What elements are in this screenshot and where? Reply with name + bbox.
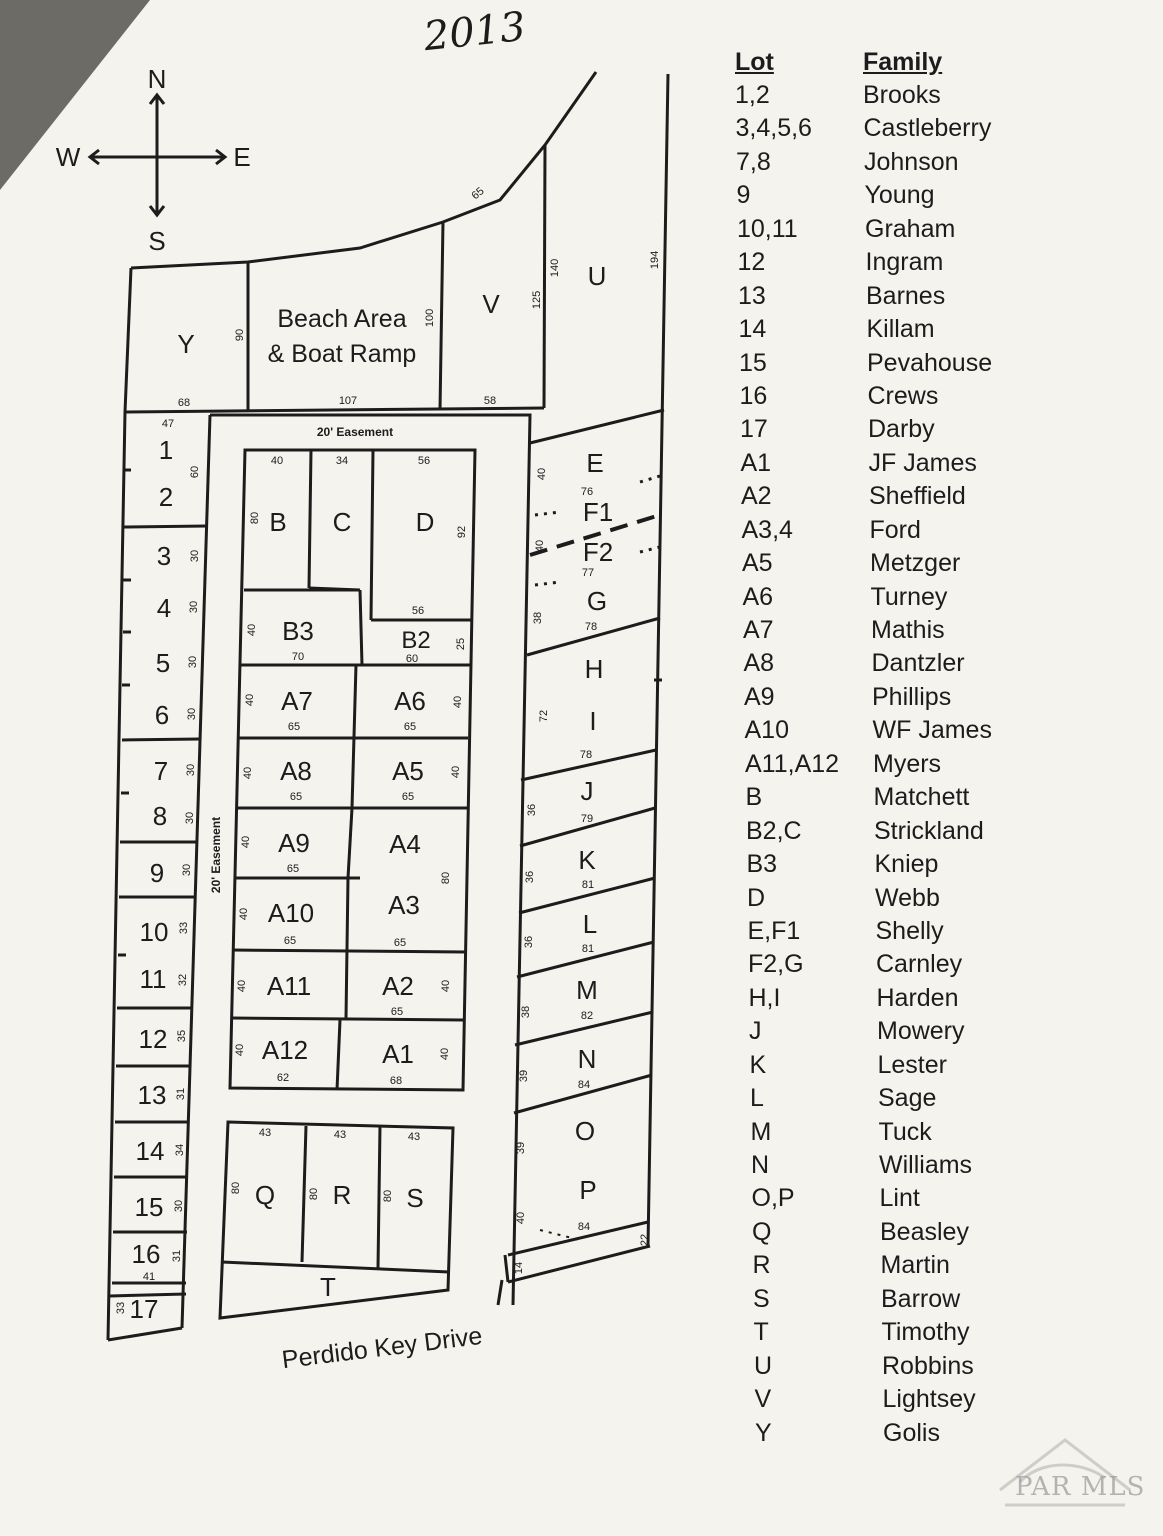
legend-lot: 1,2 [735,81,770,109]
dim-label: 38 [532,611,544,625]
legend-family: Pevahouse [867,348,993,377]
dim-label: 30 [184,811,196,825]
lot-a2: A2 [382,971,414,1001]
lot-6: 6 [154,700,170,730]
legend-family: Darby [868,415,935,444]
legend-row [735,850,1035,883]
watermark-text: PAR MLS [1015,1472,1146,1502]
lot-8: 8 [152,801,168,831]
dim-label: 76 [580,486,594,498]
lot-u: U [587,261,607,291]
legend-family: Ford [869,515,921,544]
dim-label: 30 [187,655,199,669]
legend-row [735,683,1035,716]
lot-n: N [577,1044,597,1074]
compass-east: E [233,142,251,172]
dim-label: 194 [649,250,661,270]
legend-family: Phillips [872,682,952,711]
compass-north: N [147,64,167,94]
legend-row [735,1151,1035,1184]
legend-row [735,750,1035,783]
lot-14: 14 [135,1136,165,1166]
lot-10: 10 [139,917,169,947]
lot-v: V [482,289,500,319]
dim-label: 107 [338,395,358,407]
dim-label: 31 [171,1249,183,1263]
dim-label: 40 [246,623,258,637]
dim-label: 92 [456,525,468,539]
dim-label: 40 [238,907,250,921]
legend-family: Beasley [880,1217,969,1246]
dim-label: 33 [178,921,190,935]
legend-family: Martin [880,1251,950,1280]
legend-family: Brooks [863,81,941,109]
legend-lot: 12 [737,248,766,277]
legend-family: Tuck [878,1117,932,1146]
lot-15: 15 [134,1192,164,1222]
dim-label: 65 [403,721,417,733]
legend-family: Castleberry [863,114,992,143]
legend-row [735,1084,1035,1117]
legend-header [735,48,1035,81]
legend-family: Sheffield [869,482,966,511]
legend-family: Webb [875,883,940,912]
legend-row [735,415,1035,448]
legend-row [735,649,1035,682]
dim-label: 80 [440,871,452,885]
dim-label: 84 [577,1079,591,1091]
legend-lot: V [754,1385,772,1414]
legend-lot: E,F1 [747,916,801,945]
legend-family: WF James [872,716,992,745]
legend-lot: A3,4 [741,515,793,544]
legend-row [735,81,1035,114]
dim-label: 43 [333,1129,347,1141]
legend-header-lot: Lot [735,48,774,76]
legend-lot: N [751,1151,770,1179]
legend-row [735,783,1035,816]
dim-label: 62 [276,1072,290,1084]
legend-family: Metzger [870,549,961,578]
dim-label: 47 [161,418,175,430]
legend-lot: A6 [742,582,774,611]
dim-label: 60 [189,465,201,479]
lot-p: P [579,1175,597,1205]
lot-b2: B2 [401,627,431,654]
legend-row [735,349,1035,382]
lot-f2: F2 [582,537,614,567]
legend-family: Ingram [865,248,944,277]
legend-lot: K [749,1050,767,1079]
dim-label: 40 [234,1043,246,1057]
legend-family: Robbins [882,1351,974,1380]
legend-family: Shelly [875,916,944,945]
legend-row [735,449,1035,482]
legend-row [735,315,1035,348]
lot-k: K [578,845,596,875]
compass-south: S [148,226,166,256]
legend-row [735,382,1035,415]
dim-label: 14 [513,1261,525,1275]
dim-label: 40 [242,766,254,780]
dim-label: 56 [417,455,431,467]
dim-label: 65 [287,721,301,733]
lot-a1: A1 [382,1039,414,1069]
lot-a8: A8 [280,756,312,786]
legend-family: Kniep [874,850,939,879]
legend-lot: B2,C [746,816,802,845]
lot-y: Y [177,329,195,359]
dim-label: 34 [174,1143,186,1157]
easement-top-label: 20' Easement [316,425,394,439]
boat-ramp-label: & Boat Ramp [267,340,417,368]
legend-family: Lint [879,1184,920,1213]
dim-label: 80 [308,1187,320,1201]
lot-f1: F1 [582,497,614,527]
legend-family: Lester [877,1050,947,1079]
legend-lot: B [745,783,763,812]
legend-row [735,181,1035,214]
dim-label: 43 [258,1127,272,1139]
legend-family: Golis [883,1418,940,1447]
compass-west: W [55,142,81,172]
legend-family: Turney [870,582,948,611]
lot-d: D [415,507,435,537]
lot-a3: A3 [388,890,420,920]
legend-family: Barnes [866,281,946,310]
legend-family: Carnley [876,950,963,979]
legend-lot: A11,A12 [745,749,840,778]
legend-row [735,114,1035,147]
dim-label: 65 [401,791,415,803]
lot-4: 4 [156,593,172,623]
legend-lot: F2,G [748,950,804,979]
dim-label: 30 [189,549,201,563]
beach-area-label: Beach Area [277,305,407,333]
legend-row [735,1184,1035,1217]
legend-row [735,984,1035,1017]
lot-h: H [584,654,604,684]
legend-family: Mowery [877,1017,965,1046]
legend-lot: L [750,1084,764,1113]
lot-l: L [582,909,598,939]
legend-lot: 7,8 [736,147,771,176]
dim-label: 36 [524,870,536,884]
dim-label: 81 [581,943,595,955]
legend-lot: O,P [751,1184,795,1213]
legend-row [735,248,1035,281]
dim-label: 40 [450,765,462,779]
lot-j: J [580,776,594,806]
dim-label: 65 [393,937,407,949]
legend-row [735,1385,1035,1418]
legend-row [735,917,1035,950]
dim-label: 56 [411,605,425,617]
legend-row [735,1251,1035,1284]
road-label: Perdido Key Drive [280,1321,484,1375]
lot-c: C [332,507,352,537]
dim-label: 30 [173,1199,185,1213]
lot-3: 3 [156,541,172,571]
legend-family: Myers [873,749,942,778]
dim-label: 43 [407,1131,421,1143]
dim-label: 100 [424,308,436,328]
dim-label: 70 [291,651,305,663]
legend-header-family: Family [863,48,943,76]
dim-label: 58 [483,395,497,407]
legend-lot: A8 [743,649,775,678]
dim-label: 65 [390,1006,404,1018]
legend-lot: Y [755,1418,772,1447]
dim-label: 32 [177,973,189,987]
dim-label: 77 [581,567,595,579]
legend-family: Harden [876,983,959,1012]
dim-label: 84 [577,1221,591,1233]
legend-lot: Q [752,1217,772,1246]
dim-label: 36 [526,803,538,817]
dim-label: 38 [520,1005,532,1019]
legend-family: Lightsey [882,1385,976,1414]
legend-row [735,583,1035,616]
lot-11: 11 [139,964,167,994]
legend-row [735,1352,1035,1385]
legend-family: Dantzler [871,649,965,678]
dim-label: 40 [244,693,256,707]
lot-16: 16 [131,1239,161,1269]
dim-label: 80 [382,1189,394,1203]
dim-label: 80 [249,511,261,525]
legend-lot: M [750,1117,772,1146]
lot-1: 1 [158,435,174,465]
legend-lot: 9 [736,181,751,210]
legend-family: Killam [866,315,935,344]
legend-lot: 10,11 [737,214,798,243]
legend-row [735,148,1035,181]
dim-label: 72 [538,709,550,723]
legend-lot: 17 [740,415,768,444]
legend-family: Sage [878,1084,937,1113]
lot-13: 13 [137,1080,167,1110]
legend-row [735,1318,1035,1351]
dim-label: 40 [439,1047,451,1061]
legend-family: JF James [868,448,977,477]
legend-row [735,1051,1035,1084]
legend-lot: 3,4,5,6 [735,114,812,143]
legend-row [735,1285,1035,1318]
lot-family-legend [735,48,1035,1452]
dim-label: 30 [186,707,198,721]
legend-family: Mathis [871,616,945,644]
legend-lot: A1 [740,448,772,477]
lot-a10: A10 [267,898,315,928]
dim-label: 65 [289,791,303,803]
lot-a4: A4 [389,829,421,859]
dim-label: 65 [286,863,300,875]
dim-label: 78 [584,621,598,633]
lot-e: E [586,448,604,478]
lot-g: G [586,586,608,616]
dim-label: 35 [176,1029,188,1043]
lot-q: Q [254,1180,276,1210]
dim-label: 40 [515,1211,527,1225]
lot-12: 12 [138,1024,168,1054]
dim-label: 40 [236,979,248,993]
lot-9: 9 [149,858,165,888]
dim-label: 40 [240,835,252,849]
lot-o: O [574,1116,596,1146]
dim-label: 41 [142,1271,156,1283]
lot-5: 5 [155,648,171,678]
legend-row [735,1118,1035,1151]
lot-b: B [269,507,287,537]
legend-family: Graham [865,214,956,243]
dim-label: 65 [469,185,487,203]
dim-label: 39 [515,1141,527,1155]
legend-lot: A5 [742,549,773,578]
legend-family: Matchett [873,783,970,812]
legend-row [735,282,1035,315]
legend-row [735,482,1035,515]
lot-2: 2 [158,482,174,512]
legend-lot: 14 [738,315,767,344]
legend-lot: 15 [739,348,767,377]
dim-label: 39 [518,1069,530,1083]
dim-label: 40 [452,695,464,709]
dim-label: 81 [581,879,595,891]
dim-label: 40 [536,467,548,481]
lot-b3: B3 [282,616,314,646]
legend-lot: 16 [739,381,768,410]
lot-a7: A7 [281,686,313,716]
dim-label: 40 [270,455,284,467]
lot-a11: A11 [266,971,312,1001]
legend-lot: D [747,883,766,912]
dim-label: 90 [234,328,246,342]
legend-lot: U [754,1351,773,1380]
dim-label: 22 [639,1233,651,1247]
lot-r: R [332,1180,352,1210]
lot-a6: A6 [394,686,426,716]
lot-a9: A9 [278,828,310,858]
legend-lot: R [752,1251,771,1280]
easement-side-label: 20' Easement [209,816,223,894]
legend-row [735,215,1035,248]
dim-label: 36 [523,935,535,949]
legend-lot: J [749,1017,762,1046]
legend-lot: A2 [741,482,772,511]
legend-lot: 13 [738,281,766,310]
legend-lot: A7 [743,616,774,644]
legend-row [735,549,1035,582]
legend-lot: T [753,1318,769,1347]
dim-label: 140 [549,258,561,278]
legend-family: Young [864,181,935,210]
dim-label: 31 [175,1087,187,1101]
dim-label: 68 [389,1075,403,1087]
dim-label: 82 [580,1010,594,1022]
lot-m: M [576,975,598,1005]
dim-label: 60 [405,653,419,665]
dim-label: 80 [230,1181,242,1195]
legend-row [735,1017,1035,1050]
legend-row [735,516,1035,549]
legend-family: Strickland [874,816,984,845]
dim-label: 30 [185,763,197,777]
lot-t: T [320,1272,336,1302]
legend-lot: S [753,1284,770,1313]
dim-label: 79 [580,813,594,825]
legend-family: Barrow [881,1284,961,1313]
lot-a12: A12 [261,1035,309,1065]
dim-label: 30 [188,600,200,614]
dim-label: 40 [534,539,546,553]
dim-label: 30 [181,863,193,877]
dim-label: 65 [283,935,297,947]
legend-family: Williams [879,1151,973,1179]
lot-17: 17 [129,1294,159,1324]
legend-lot: H,I [748,983,781,1012]
dim-label: 125 [531,290,543,310]
legend-row [735,950,1035,983]
lot-i: I [589,706,597,736]
legend-row [735,817,1035,850]
dim-label: 25 [455,637,467,651]
lot-a5: A5 [392,756,424,786]
legend-lot: B3 [746,850,778,879]
dim-label: 40 [440,979,452,993]
lot-7: 7 [153,756,169,786]
legend-row [735,1218,1035,1251]
dim-label: 34 [335,455,349,467]
legend-family: Timothy [881,1318,970,1347]
year-note: 2013 [421,3,528,61]
lot-s: S [406,1183,424,1213]
legend-lot: A9 [744,682,775,711]
legend-row [735,716,1035,749]
legend-row [735,616,1035,649]
legend-family: Crews [867,381,939,410]
dim-label: 68 [177,397,191,409]
legend-row [735,884,1035,917]
dim-label: 33 [115,1301,127,1315]
legend-lot: A10 [744,716,789,745]
legend-family: Johnson [864,147,959,176]
dim-label: 78 [579,749,593,761]
